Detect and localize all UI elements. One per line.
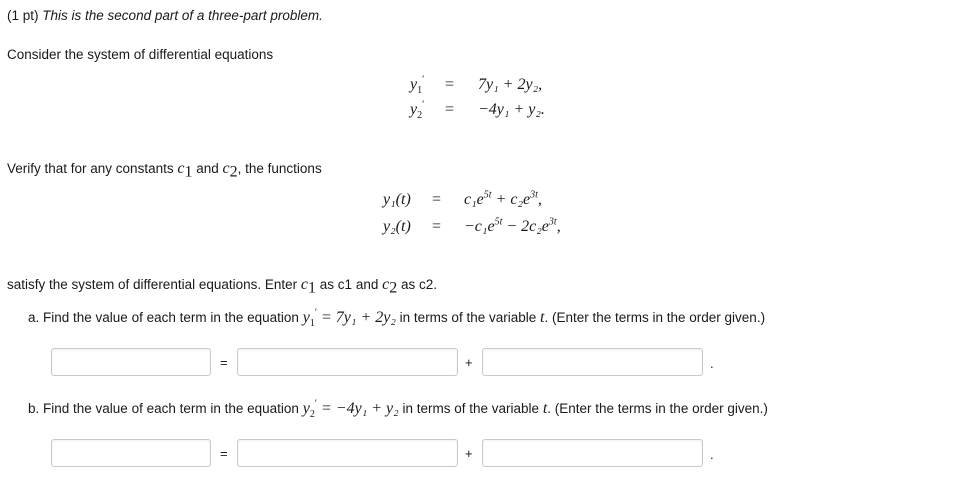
part-b-answer-1[interactable] (51, 439, 211, 467)
part-b-period: . (710, 447, 714, 462)
part-a-answer-2[interactable] (237, 348, 458, 376)
problem-header (7, 8, 323, 23)
system-row2-rel: = (445, 101, 455, 118)
solution-row1-lhs: y₁(t) (383, 191, 411, 208)
intro-text: This is the second part of a three-part problem. (42, 8, 323, 23)
system-row1-rel: = (445, 76, 455, 93)
part-a-answer-3[interactable] (482, 348, 703, 376)
part-a-prompt: a. Find the value of each term in the equation $y_1' = 7y_1 + 2y_2$ in terms of the variable t. (Enter the terms in the order given.) (28, 307, 766, 330)
part-b-equals: = (220, 446, 228, 461)
solution-row2-rel: = (432, 218, 442, 235)
part-a-period: . (710, 356, 714, 371)
verify-text: Verify that for any constants $c_1$ and $c_2$, the functions (7, 160, 322, 181)
part-b-prompt: b. Find the value of each term in the equation $y_2' = -4y_1 + y_2$ in terms of the variable t. (Enter the terms in the order given.) (28, 398, 768, 421)
system-row1-rhs: 7y₁ + 2y₂, (478, 76, 543, 93)
system-row2-rhs: −4y₁ + y₂. (478, 101, 545, 118)
part-b-plus: + (465, 446, 473, 461)
system-row1-lhs: $y_1'$ (410, 74, 425, 97)
solution-row1-rhs: $c_1e^{5t} + c_2e^{3t}$, (464, 189, 542, 208)
solution-row1-rel: = (432, 191, 442, 208)
part-a-plus: + (465, 355, 473, 370)
consider-text: Consider the system of differential equations (7, 47, 274, 62)
part-b-answer-2[interactable] (237, 439, 458, 467)
part-a-answer-1[interactable] (51, 348, 211, 376)
part-a-equals: = (220, 355, 228, 370)
solution-row2-rhs: $-c_1e^{5t} - 2c_2e^{3t}$, (464, 216, 561, 235)
part-b-answer-3[interactable] (482, 439, 703, 467)
system-row2-lhs: $y_2'$ (410, 99, 425, 122)
solution-row2-lhs: y₂(t) (383, 218, 411, 235)
satisfy-text: satisfy the system of differential equations. Enter $c_1$ as c1 and $c_2$ as c2. (7, 276, 438, 297)
points-label: (1 pt) (7, 8, 39, 23)
